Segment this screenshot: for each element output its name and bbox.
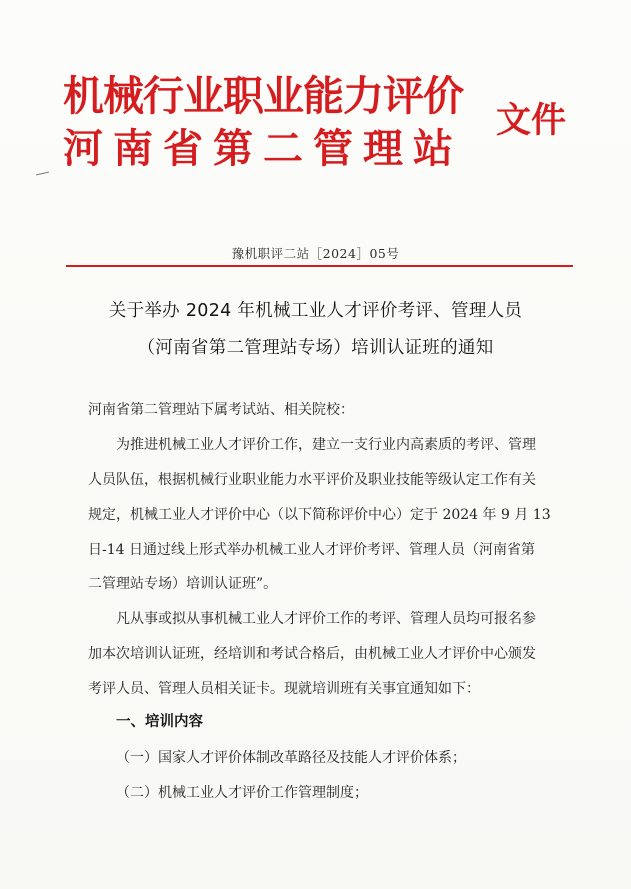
issuing-org-line2: 河南省第二管理站 — [63, 126, 463, 172]
notice-title-line1: 关于举办 2024 年机械工业人才评价考评、管理人员 — [108, 301, 523, 321]
body-line: 凡从事或拟从事机械工业人才评价工作的考评、管理人员均可报名参 — [116, 611, 536, 627]
body-line: 为推进机械工业人才评价工作，建立一支行业内高素质的考评、管理 — [116, 437, 536, 453]
body-line: 人员队伍，根据机械行业职业能力水平评价及职业技能等级认定工作有关 — [88, 472, 536, 488]
body-line: 规定，机械工业人才评价中心（以下简称评价中心）定于 2024 年 9 月 13 — [88, 507, 551, 523]
document-number: 豫机职评二站［2024］05号 — [231, 246, 400, 261]
document-type-label: 文件 — [496, 101, 567, 141]
notice-title-line2: （河南省第二管理站专场）培训认证班的通知 — [137, 338, 494, 358]
stray-pen-mark — [36, 172, 49, 176]
recipients-line: 河南省第二管理站下属考试站、相关院校： — [88, 402, 354, 418]
issuing-org-line1: 机械行业职业能力评价 — [63, 72, 463, 120]
body-line: 考评人员、管理人员相关证卡。现就培训班有关事宜通知如下： — [88, 681, 480, 697]
red-separator-rule — [66, 265, 573, 267]
body-line: 二管理站专场）培训认证班”。 — [88, 576, 278, 592]
body-line: 日-14 日通过线上形式举办机械工业人才评价考评、管理人员（河南省第 — [88, 542, 535, 558]
section-item: （二）机械工业人才评价工作管理制度； — [116, 785, 368, 801]
section-item: （一）国家人才评价体制改革路径及技能人才评价体系； — [116, 750, 466, 766]
body-line: 加本次培训认证班，经培训和考试合格后，由机械工业人才评价中心颁发 — [88, 646, 536, 662]
section-heading-training-content: 一、培训内容 — [116, 714, 203, 730]
